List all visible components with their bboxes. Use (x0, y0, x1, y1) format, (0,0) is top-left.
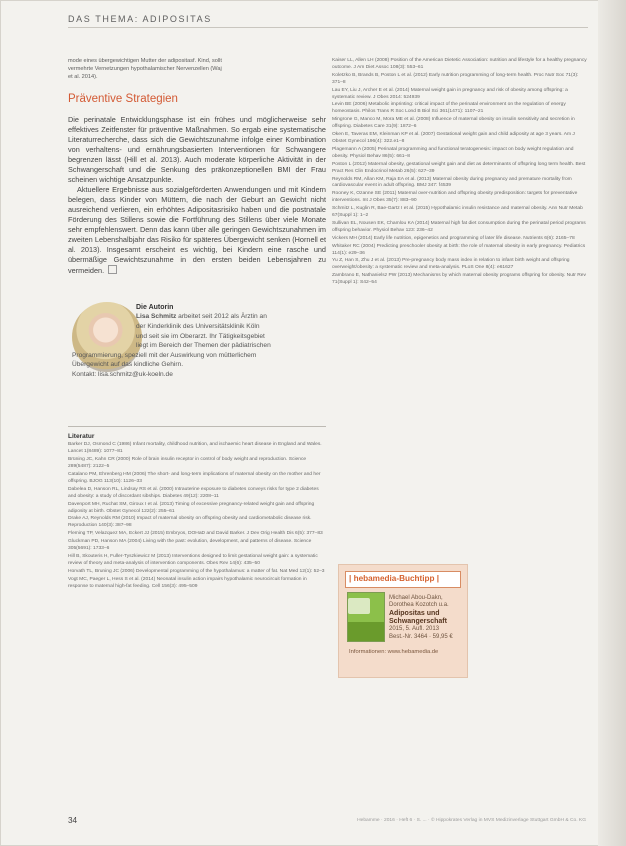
ad-title-line2: Schwangerschaft (389, 618, 447, 626)
author-heading: Die Autorin (136, 304, 174, 312)
ad-footer-link[interactable]: Informationen: www.hebamedia.de (349, 649, 439, 655)
author-box (68, 296, 326, 426)
reference-item: Vogt MC, Paeger L, Hess S et al. (2014) Neonatal insulin action impairs hypothalamic neurocircuit formation in response to maternal high-fat feeding. Cell 156(3): 495–509 (68, 576, 307, 589)
reference-item: Reynolds RM, Allan KM, Raja EA et al. (2013) Maternal obesity during pregnancy and premature mortality from cardiovascular event in adult offspring. BMJ 347: f4539 (332, 176, 572, 189)
author-name: Lisa Schmitz (136, 313, 177, 321)
reference-item: Koletzko B, Brands B, Poston L et al. (2012) Early nutrition programming of long-term health. Proc Nutr Soc 71(3): 371–8 (332, 72, 579, 85)
reference-item: Lau EY, Liu J, Archer E et al. (2014) Maternal weight gain in pregnancy and risk of obesity among offspring: a systematic review. J Obes 2014: 524939 (332, 87, 568, 100)
page-number: 34 (68, 816, 78, 825)
author-bio-line: liegt im Bereich der Themen der pädiatrischen (136, 342, 271, 350)
end-square-icon (108, 265, 117, 274)
reference-item: Schmitz L, Kuglin R, Bae-Gartz I et al. (2015) Hypothalamic insulin resistance and maternal obesity. Ann Nutr Metab 67(Suppl 1): 1–2 (332, 206, 583, 219)
reference-item: Plagemann A (2005) Perinatal programming and functional teratogenesis: impact on body weight regulation and obesity. Physiol Behav 86(5): 661–8 (332, 146, 574, 159)
reference-item: Davenport MH, Ruchat SM, Giroux I et al. (2013) Timing of excessive pregnancy-related weight gain and offspring adiposity at birth. Obstet Gynecol 122(2): 255–61 (68, 501, 315, 514)
reference-item: Catalano PM, Ehrenberg HM (2006) The short- and long-term implications of maternal obesity on the mother and her offspring. BJOG 113(10): 1126–33 (68, 472, 321, 484)
reference-item: Sullivan EL, Nousen EK, Chamlou KA (2014) Maternal high fat diet consumption during the perinatal period programs offspring behavior. Physiol Behav 123: 236–42 (332, 220, 586, 233)
reference-item: Hill B, Skouteris H, Fuller-Tyszkiewicz M (2013) Interventions designed to limit gestational weight gain: a systematic review of theory and meta-analysis of intervention components. Obes Rev 14(6): 435–50 (68, 553, 318, 566)
header-divider (68, 27, 588, 28)
reference-item: Kaiser LL, Allen LH (2008) Position of the American Dietetic Association: nutrition and lifestyle for a healthy pregnancy outcome. J Am Diet Assoc 108(3): 553–61 (332, 58, 587, 70)
ad-banner-label: | hebamedia-Buchtipp | (349, 574, 440, 583)
reference-item: Horvath TL, Bruning JC (2006) Developmental programming of the hypothalamus: a matter of fat. Nat Med 12(1): 52–3 (68, 568, 325, 574)
body-paragraph: Die perinatale Entwicklungsphase ist ein frühes und möglicherweise sehr effektives Zeitfenster für präventive Maßnahmen. So ergab eine systematische Literaturrecherche, dass sich die Gewichtszunahme infolge einer Kombination von verhaltens- und ernährungsbasierten Interventionen für Schwangere begrenzen lässt (Hill et al. 2013). Auch moderate körperliche Aktivität in der Schwangerschaft und die Senkung des präkonzeptionellen BMI der Frau scheinen wichtige Ansatzpunkte. (68, 115, 326, 185)
literature-divider (68, 426, 326, 427)
author-bio-line: und seit sie im Oberarzt. Ihr Tätigkeitsgebiet (136, 332, 265, 340)
author-bio-line (136, 312, 326, 322)
author-bio-line: Übergewicht auf das kindliche Gehirn. (72, 361, 184, 369)
section-title: Präventive Strategien (68, 93, 178, 106)
body-paragraph-text: Aktuellere Ergebnisse aus sozialgeförderten Anwendungen und mit Kindern belegen, dass Kinder von Müttern, die nach der Geburt an Gewicht nicht ausreichend verlieren, ein erhöhtes Adipositasrisiko haben und die postnatale Förderung des Stillens sowie die Fortführung des Stillens über viele Monate sehr empfehlenswert. Denn das kann über alle geringen Gewichtszunahmen im zweiten Lebenshalbjahr das Risiko für späteres Übergewicht senken (Hornell et al. 2013). Insgesamt erscheint es wichtig, bei Kindern eine rasche und übermäßige Gewichtszunahme in den ersten beiden Lebensjahren zu vermeiden. (68, 185, 326, 276)
reference-item: Drake AJ, Reynolds RM (2010) Impact of maternal obesity on offspring obesity and cardiometabolic disease risk. Reproduction 140(3): 387–98 (68, 516, 312, 529)
reference-item: Zambrano E, Nathanielsz PW (2013) Mechanisms by which maternal obesity programs offspring for obesity. Nutr Rev 71(Suppl 1): S42–54 (332, 273, 586, 286)
ad-authors: Michael Abou-Dakn, Dorothea Kozotch u.a. (389, 595, 449, 609)
ad-title-line1: Adipositas und (389, 609, 440, 617)
page-footer: Hebamme · 2016 · Heft 6 · S. ... · © Hippokrates Verlag in MVS Medizinverlage Stuttgart GmbH & Co. KG (357, 818, 586, 823)
right-column (332, 58, 590, 288)
reference-item: Yu Z, Han S, Zhu J et al. (2013) Pre-pregnancy body mass index in relation to infant birth weight and offspring overweight/obesity: a systematic review and meta-analysis. PLoS One 8(4): e61627 (332, 258, 570, 271)
author-text (72, 304, 326, 379)
page-edge-shadow (598, 0, 626, 846)
ad-order-number: Best.-Nr. 3464 · 59,95 € (389, 633, 453, 640)
author-contact: Kontakt: lisa.schmitz@uk-koeln.de (72, 370, 173, 378)
reference-item: Whitaker RC (2004) Predicting preschooler obesity at birth: the role of maternal obesity in early pregnancy. Pediatrics 114(1): e29–36 (332, 243, 586, 256)
reference-item: Levin BE (2006) Metabolic imprinting: critical impact of the perinatal environment on the regulation of energy homeostasis. Philos Trans R Soc Lond B Biol Sci 361(1471): 1107–21 (332, 102, 566, 115)
author-bio-line: Programmierung, speziell mit der Auswirkung von mütterlichem (72, 351, 257, 359)
author-bio-line: der Kinderklinik des Universitätsklinik Köln (136, 322, 260, 330)
intro-snippet (68, 58, 326, 81)
literature-list-left (68, 442, 326, 590)
reference-item: Dabelea D, Hanson RL, Lindsay RS et al. (2000) Intrauterine exposure to diabetes conveys risks for type 2 diabetes and obesity: a study of discordant sibships. Diabetes 49(12): 2208–11 (68, 486, 319, 499)
running-header: DAS THEMA: ADIPOSITAS (68, 14, 212, 24)
intro-line: et al. 2014). (68, 73, 98, 80)
reference-item: Mingrone G, Manco M, Mora ME et al. (2008) Influence of maternal obesity on insulin sensitivity and secretion in offspring. Diabetes Care 31(9): 1872–6 (332, 117, 575, 130)
reference-item: Rooney K, Ozanne SE (2011) Maternal over-nutrition and offspring obesity predisposition: targets for preventative interventions. Int J Obes 35(7): 883–90 (332, 191, 578, 204)
ad-edition: 2015, 5. Aufl. 2013 (389, 626, 440, 633)
body-paragraph (68, 185, 326, 276)
author-bio-text: arbeitet seit 2012 als Ärztin an (178, 313, 267, 321)
reference-item: Vickers MH (2014) Early life nutrition, epigenetics and programming of later life disease. Nutrients 6(6): 2165–78 (332, 235, 575, 241)
reference-item: Brüning JC, Kahn CR (2000) Role of brain insulin receptor in control of body weight and reproduction. Science 289(5487): 2122–5 (68, 457, 307, 470)
reference-item: Gluckman PD, Hanson MA (2004) Living with the past: evolution, development, and patterns of disease. Science 305(5691): 1733–6 (68, 539, 312, 552)
reference-item: Barker DJ, Osmond C (1986) Infant mortality, childhood nutrition, and ischaemic heart disease in England and Wales. Lancet 1(8489): 1077–81 (68, 442, 322, 455)
intro-line: mode eines übergewichtigen Mutter der adipositasf. Kind, sollt (68, 58, 222, 64)
ad-info (389, 595, 463, 641)
author-bio (72, 312, 326, 379)
left-column (68, 58, 326, 592)
reference-item: Poston L (2012) Maternal obesity, gestational weight gain and diet as determinants of offspring long term health. Best Pract Res Clin Endocrinol Metab 26(5): 627–39 (332, 161, 586, 174)
reference-item: Oken E, Taveras EM, Kleinman KP et al. (2007) Gestational weight gain and child adiposity at age 3 years. Am J Obstet Gynecol 196(4): 322.e1–8 (332, 132, 575, 144)
intro-line: vermehrte Vernetzungen hypothalamischer Nervenzellen (Waj (68, 65, 222, 72)
reference-item: Fleming TP, Velazquez MA, Eckert JJ (2015) Embryos, DOHaD and David Barker. J Dev Orig Health Dis 6(5): 377–83 (68, 531, 323, 537)
book-cover-icon (348, 598, 370, 614)
literature-heading: Literatur (68, 433, 95, 441)
book-tip-ad[interactable] (338, 564, 468, 678)
